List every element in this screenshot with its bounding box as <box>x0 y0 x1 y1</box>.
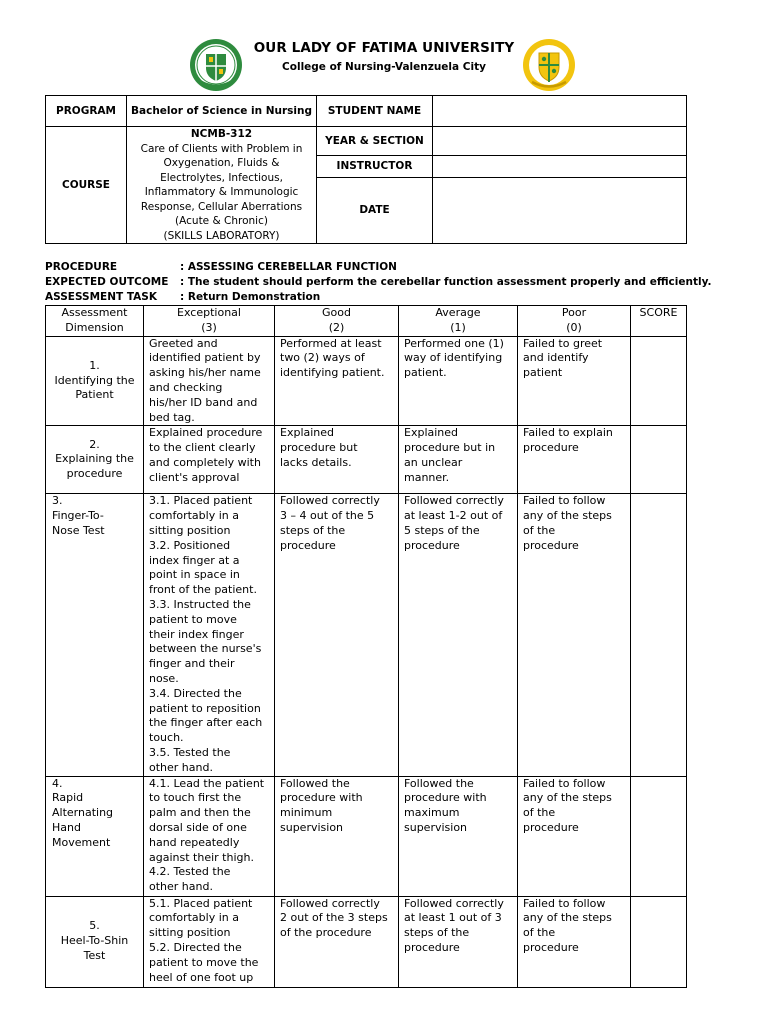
exceptional-cell-lines <box>149 897 270 986</box>
header-average <box>399 306 518 337</box>
cell-line: Heel-To-Shin <box>60 934 129 948</box>
header-poor <box>518 306 631 337</box>
good-cell-lines <box>280 494 394 553</box>
cell-line: his/her ID band and <box>149 395 258 409</box>
student-name-label: STUDENT NAME <box>317 96 433 127</box>
cell-line: procedure but <box>280 441 358 455</box>
dimension-cell <box>46 336 144 426</box>
date-field[interactable] <box>433 178 687 244</box>
cell-line: other hand. <box>149 880 213 894</box>
course-description <box>127 127 317 244</box>
cell-line: client's approval <box>149 470 240 484</box>
header-line: Dimension <box>65 320 124 334</box>
average-cell <box>399 776 518 896</box>
average-cell <box>399 494 518 776</box>
assessment-task-row <box>45 290 745 305</box>
cell-line: Hand <box>52 820 81 834</box>
cell-line: Failed to follow <box>523 776 606 790</box>
cell-line: 5.2. Directed the <box>149 940 242 954</box>
rubric-row <box>46 896 687 987</box>
course-line: Response, Cellular Aberrations <box>140 200 303 213</box>
poor-cell-lines <box>523 426 626 456</box>
cell-line: patient to move <box>149 612 237 626</box>
cell-line: patient <box>523 366 563 380</box>
cell-line: and identify <box>523 351 589 365</box>
header-line: Exceptional <box>177 306 241 319</box>
cell-line: 4.2. Tested the <box>149 865 231 879</box>
expected-outcome-row <box>45 275 745 290</box>
cell-line: and checking <box>149 380 223 394</box>
cell-line: Movement <box>52 835 111 849</box>
cell-line: hand repeatedly <box>149 835 240 849</box>
cell-line: heel of one foot up <box>149 970 254 984</box>
year-section-label: YEAR & SECTION <box>317 127 433 156</box>
poor-cell <box>518 896 631 987</box>
procedure-meta <box>45 260 745 305</box>
cell-line: point in space in <box>149 568 240 582</box>
header-line: SCORE <box>639 306 678 319</box>
cell-line: and completely with <box>149 455 261 469</box>
dimension-cell-lines <box>46 919 143 963</box>
assessment-task-value: : Return Demonstration <box>180 291 321 303</box>
cell-line: index finger at a <box>149 553 240 567</box>
dimension-cell <box>46 896 144 987</box>
procedure-label: PROCEDURE <box>45 261 118 273</box>
assessment-task-label: ASSESSMENT TASK <box>45 291 158 303</box>
average-cell-lines <box>404 426 513 485</box>
cell-line: dorsal side of one <box>149 820 247 834</box>
cell-line: Identifying the <box>54 373 135 387</box>
course-code: NCMB-312 <box>190 128 253 140</box>
cell-line: procedure <box>280 538 336 552</box>
cell-line: Explained <box>280 426 335 440</box>
cell-line: procedure <box>66 467 123 481</box>
cell-line: procedure <box>523 441 579 455</box>
score-cell[interactable] <box>631 776 687 896</box>
procedure-row <box>45 260 745 275</box>
poor-cell <box>518 426 631 494</box>
cell-line: patient to move the <box>149 955 259 969</box>
program-value: Bachelor of Science in Nursing <box>127 96 317 127</box>
score-cell[interactable] <box>631 494 687 776</box>
cell-line: Failed to follow <box>523 494 606 508</box>
cell-line: to the client clearly <box>149 441 256 455</box>
cell-line: to touch first the <box>149 791 242 805</box>
average-cell <box>399 426 518 494</box>
cell-line: touch. <box>149 731 184 745</box>
cell-line: 5 steps of the <box>404 523 480 537</box>
header-dimension <box>46 306 144 337</box>
header-line: (2) <box>328 320 345 334</box>
exceptional-cell <box>144 336 275 426</box>
cell-line: other hand. <box>149 760 213 774</box>
header-line: (3) <box>201 320 217 334</box>
exceptional-cell <box>144 426 275 494</box>
score-cell[interactable] <box>631 896 687 987</box>
poor-cell-lines <box>523 337 626 381</box>
cell-line: Patient <box>75 388 114 402</box>
exceptional-cell-lines <box>149 777 270 895</box>
cell-line: sitting position <box>149 926 231 940</box>
cell-line: any of the steps <box>523 509 612 523</box>
poor-cell-lines <box>523 897 626 956</box>
good-cell <box>275 336 399 426</box>
dimension-cell <box>46 776 144 896</box>
cell-line: Test <box>83 948 106 962</box>
cell-line: comfortably in a <box>149 509 239 523</box>
cell-line: maximum <box>404 806 460 820</box>
cell-line: an unclear <box>404 455 463 469</box>
rubric-row <box>46 426 687 494</box>
document-header <box>0 36 768 92</box>
cell-line: of the procedure <box>280 926 372 940</box>
college-seal-icon <box>522 38 576 92</box>
cell-line: Followed correctly <box>280 494 380 508</box>
cell-line: procedure with <box>280 791 363 805</box>
header-good <box>275 306 399 337</box>
cell-line: steps of the <box>280 523 346 537</box>
cell-line: Failed to follow <box>523 896 606 910</box>
poor-cell <box>518 336 631 426</box>
poor-cell <box>518 776 631 896</box>
cell-line: between the nurse's <box>149 642 262 656</box>
header-line: Average <box>435 306 481 319</box>
good-cell-lines <box>280 897 394 941</box>
header-line: Poor <box>561 306 587 319</box>
instructor-field[interactable] <box>433 156 687 178</box>
average-cell <box>399 896 518 987</box>
cell-line: Failed to greet <box>523 336 603 350</box>
dimension-cell-lines <box>52 494 143 538</box>
year-section-field[interactable] <box>433 127 687 156</box>
average-cell-lines <box>404 777 513 836</box>
course-line: (SKILLS LABORATORY) <box>163 229 280 242</box>
cell-line: at least 1 out of 3 <box>404 911 502 925</box>
cell-line: 3.3. Instructed the <box>149 597 251 611</box>
cell-line: identifying patient. <box>280 366 385 380</box>
program-label: PROGRAM <box>46 96 127 127</box>
cell-line: front of the patient. <box>149 583 257 597</box>
cell-line: lacks details. <box>280 455 352 469</box>
cell-line: manner. <box>404 470 450 484</box>
good-cell-lines <box>280 426 394 470</box>
cell-line: procedure <box>404 940 460 954</box>
course-line: Electrolytes, Infectious, <box>160 171 283 184</box>
dimension-cell <box>46 426 144 494</box>
cell-line: at least 1-2 out of <box>404 509 503 523</box>
cell-line: supervision <box>280 820 344 834</box>
cell-line: minimum <box>280 806 333 820</box>
exceptional-cell <box>144 896 275 987</box>
cell-line: Greeted and <box>149 336 218 350</box>
college-name: College of Nursing-Valenzuela City <box>282 61 486 73</box>
cell-line: palm and then the <box>149 806 251 820</box>
university-name: OUR LADY OF FATIMA UNIVERSITY <box>253 40 515 56</box>
header-line: (0) <box>566 320 582 334</box>
good-cell <box>275 776 399 896</box>
cell-line: Explained <box>404 426 459 440</box>
rubric-row <box>46 776 687 896</box>
cell-line: procedure but in <box>404 441 496 455</box>
rubric-row <box>46 494 687 776</box>
dimension-cell <box>46 494 144 776</box>
course-line: Care of Clients with Problem in <box>140 142 303 155</box>
cell-line: any of the steps <box>523 791 612 805</box>
cell-line: asking his/her name <box>149 366 261 380</box>
procedure-value: : ASSESSING CEREBELLAR FUNCTION <box>180 261 397 273</box>
cell-line: Followed correctly <box>404 494 504 508</box>
cell-line: Rapid <box>52 791 84 805</box>
rubric-header-row <box>46 306 687 337</box>
dimension-cell-lines <box>46 359 143 403</box>
cell-line: procedure <box>404 538 460 552</box>
average-cell-lines <box>404 337 513 381</box>
poor-cell-lines <box>523 777 626 836</box>
cell-line: 5. <box>89 919 100 933</box>
cell-line: of the <box>523 926 556 940</box>
course-line: Oxygenation, Fluids & <box>163 157 280 169</box>
cell-line: procedure <box>523 820 579 834</box>
cell-line: Followed the <box>280 776 350 790</box>
poor-cell-lines <box>523 494 626 553</box>
dimension-cell-lines <box>46 438 143 482</box>
cell-line: comfortably in a <box>149 911 239 925</box>
cell-line: 2 out of the 3 steps <box>280 911 388 925</box>
course-label: COURSE <box>46 127 127 244</box>
cell-line: of the <box>523 523 556 537</box>
student-info-table <box>45 95 687 244</box>
average-cell-lines <box>404 494 513 553</box>
cell-line: Nose Test <box>52 523 105 537</box>
cell-line: Followed the <box>404 776 474 790</box>
cell-line: Alternating <box>52 806 114 820</box>
poor-cell <box>518 494 631 776</box>
cell-line: Explained procedure <box>149 426 263 440</box>
cell-line: procedure with <box>404 791 487 805</box>
cell-line: Followed correctly <box>404 896 504 910</box>
cell-line: 2. <box>89 437 100 451</box>
cell-line: procedure <box>523 940 579 954</box>
cell-line: against their thigh. <box>149 850 254 864</box>
cell-line: identified patient by <box>149 351 261 365</box>
expected-outcome-label: EXPECTED OUTCOME <box>45 276 169 288</box>
exceptional-cell-lines <box>149 337 270 426</box>
header-line: Assessment <box>61 306 128 319</box>
cell-line: Followed correctly <box>280 896 380 910</box>
dimension-cell-lines <box>52 777 143 851</box>
date-label: DATE <box>317 178 433 244</box>
cell-line: 3.4. Directed the <box>149 686 242 700</box>
exceptional-cell-lines <box>149 426 270 485</box>
cell-line: of the <box>523 806 556 820</box>
good-cell <box>275 494 399 776</box>
exceptional-cell <box>144 494 275 776</box>
good-cell <box>275 426 399 494</box>
rubric-table <box>45 305 687 988</box>
cell-line: procedure <box>523 538 579 552</box>
cell-line: 3.1. Placed patient <box>149 494 253 508</box>
cell-line: Failed to explain <box>523 426 613 440</box>
rubric-row <box>46 336 687 426</box>
cell-line: Performed at least <box>280 336 382 350</box>
cell-line: their index finger <box>149 627 244 641</box>
cell-line: supervision <box>404 820 468 834</box>
cell-line: 3.2. Positioned <box>149 538 231 552</box>
header-exceptional <box>144 306 275 337</box>
score-cell[interactable] <box>631 336 687 426</box>
score-cell[interactable] <box>631 426 687 494</box>
cell-line: the finger after each <box>149 716 263 730</box>
cell-line: 4.1. Lead the patient <box>149 776 265 790</box>
cell-line: two (2) ways of <box>280 351 365 365</box>
student-name-field[interactable] <box>433 96 687 127</box>
header-line: Good <box>322 306 351 319</box>
cell-line: way of identifying <box>404 351 503 365</box>
cell-line: finger and their <box>149 657 235 671</box>
average-cell <box>399 336 518 426</box>
cell-line: any of the steps <box>523 911 612 925</box>
instructor-label: INSTRUCTOR <box>317 156 433 178</box>
course-line: Inflammatory & Immunologic <box>144 186 299 198</box>
cell-line: patient. <box>404 366 447 380</box>
cell-line: patient to reposition <box>149 701 261 715</box>
cell-line: Performed one (1) <box>404 336 504 350</box>
cell-line: bed tag. <box>149 410 195 424</box>
header-score <box>631 306 687 337</box>
exceptional-cell-lines <box>149 494 270 775</box>
good-cell-lines <box>280 777 394 836</box>
cell-line: 3. <box>52 494 63 508</box>
cell-line: 5.1. Placed patient <box>149 896 253 910</box>
cell-line: steps of the <box>404 926 470 940</box>
exceptional-cell <box>144 776 275 896</box>
cell-line: sitting position <box>149 523 231 537</box>
cell-line: Finger-To- <box>52 509 104 523</box>
good-cell-lines <box>280 337 394 381</box>
cell-line: 3 – 4 out of the 5 <box>280 509 375 523</box>
cell-line: nose. <box>149 671 179 685</box>
average-cell-lines <box>404 897 513 956</box>
cell-line: 1. <box>89 358 100 372</box>
cell-line: 4. <box>52 776 63 790</box>
expected-outcome-value: : The student should perform the cerebellar function assessment properly and efficiently. <box>180 276 712 288</box>
header-line: (1) <box>450 320 466 334</box>
cell-line: 3.5. Tested the <box>149 745 231 759</box>
course-line: (Acute & Chronic) <box>175 215 268 227</box>
good-cell <box>275 896 399 987</box>
cell-line: Explaining the <box>55 452 134 466</box>
